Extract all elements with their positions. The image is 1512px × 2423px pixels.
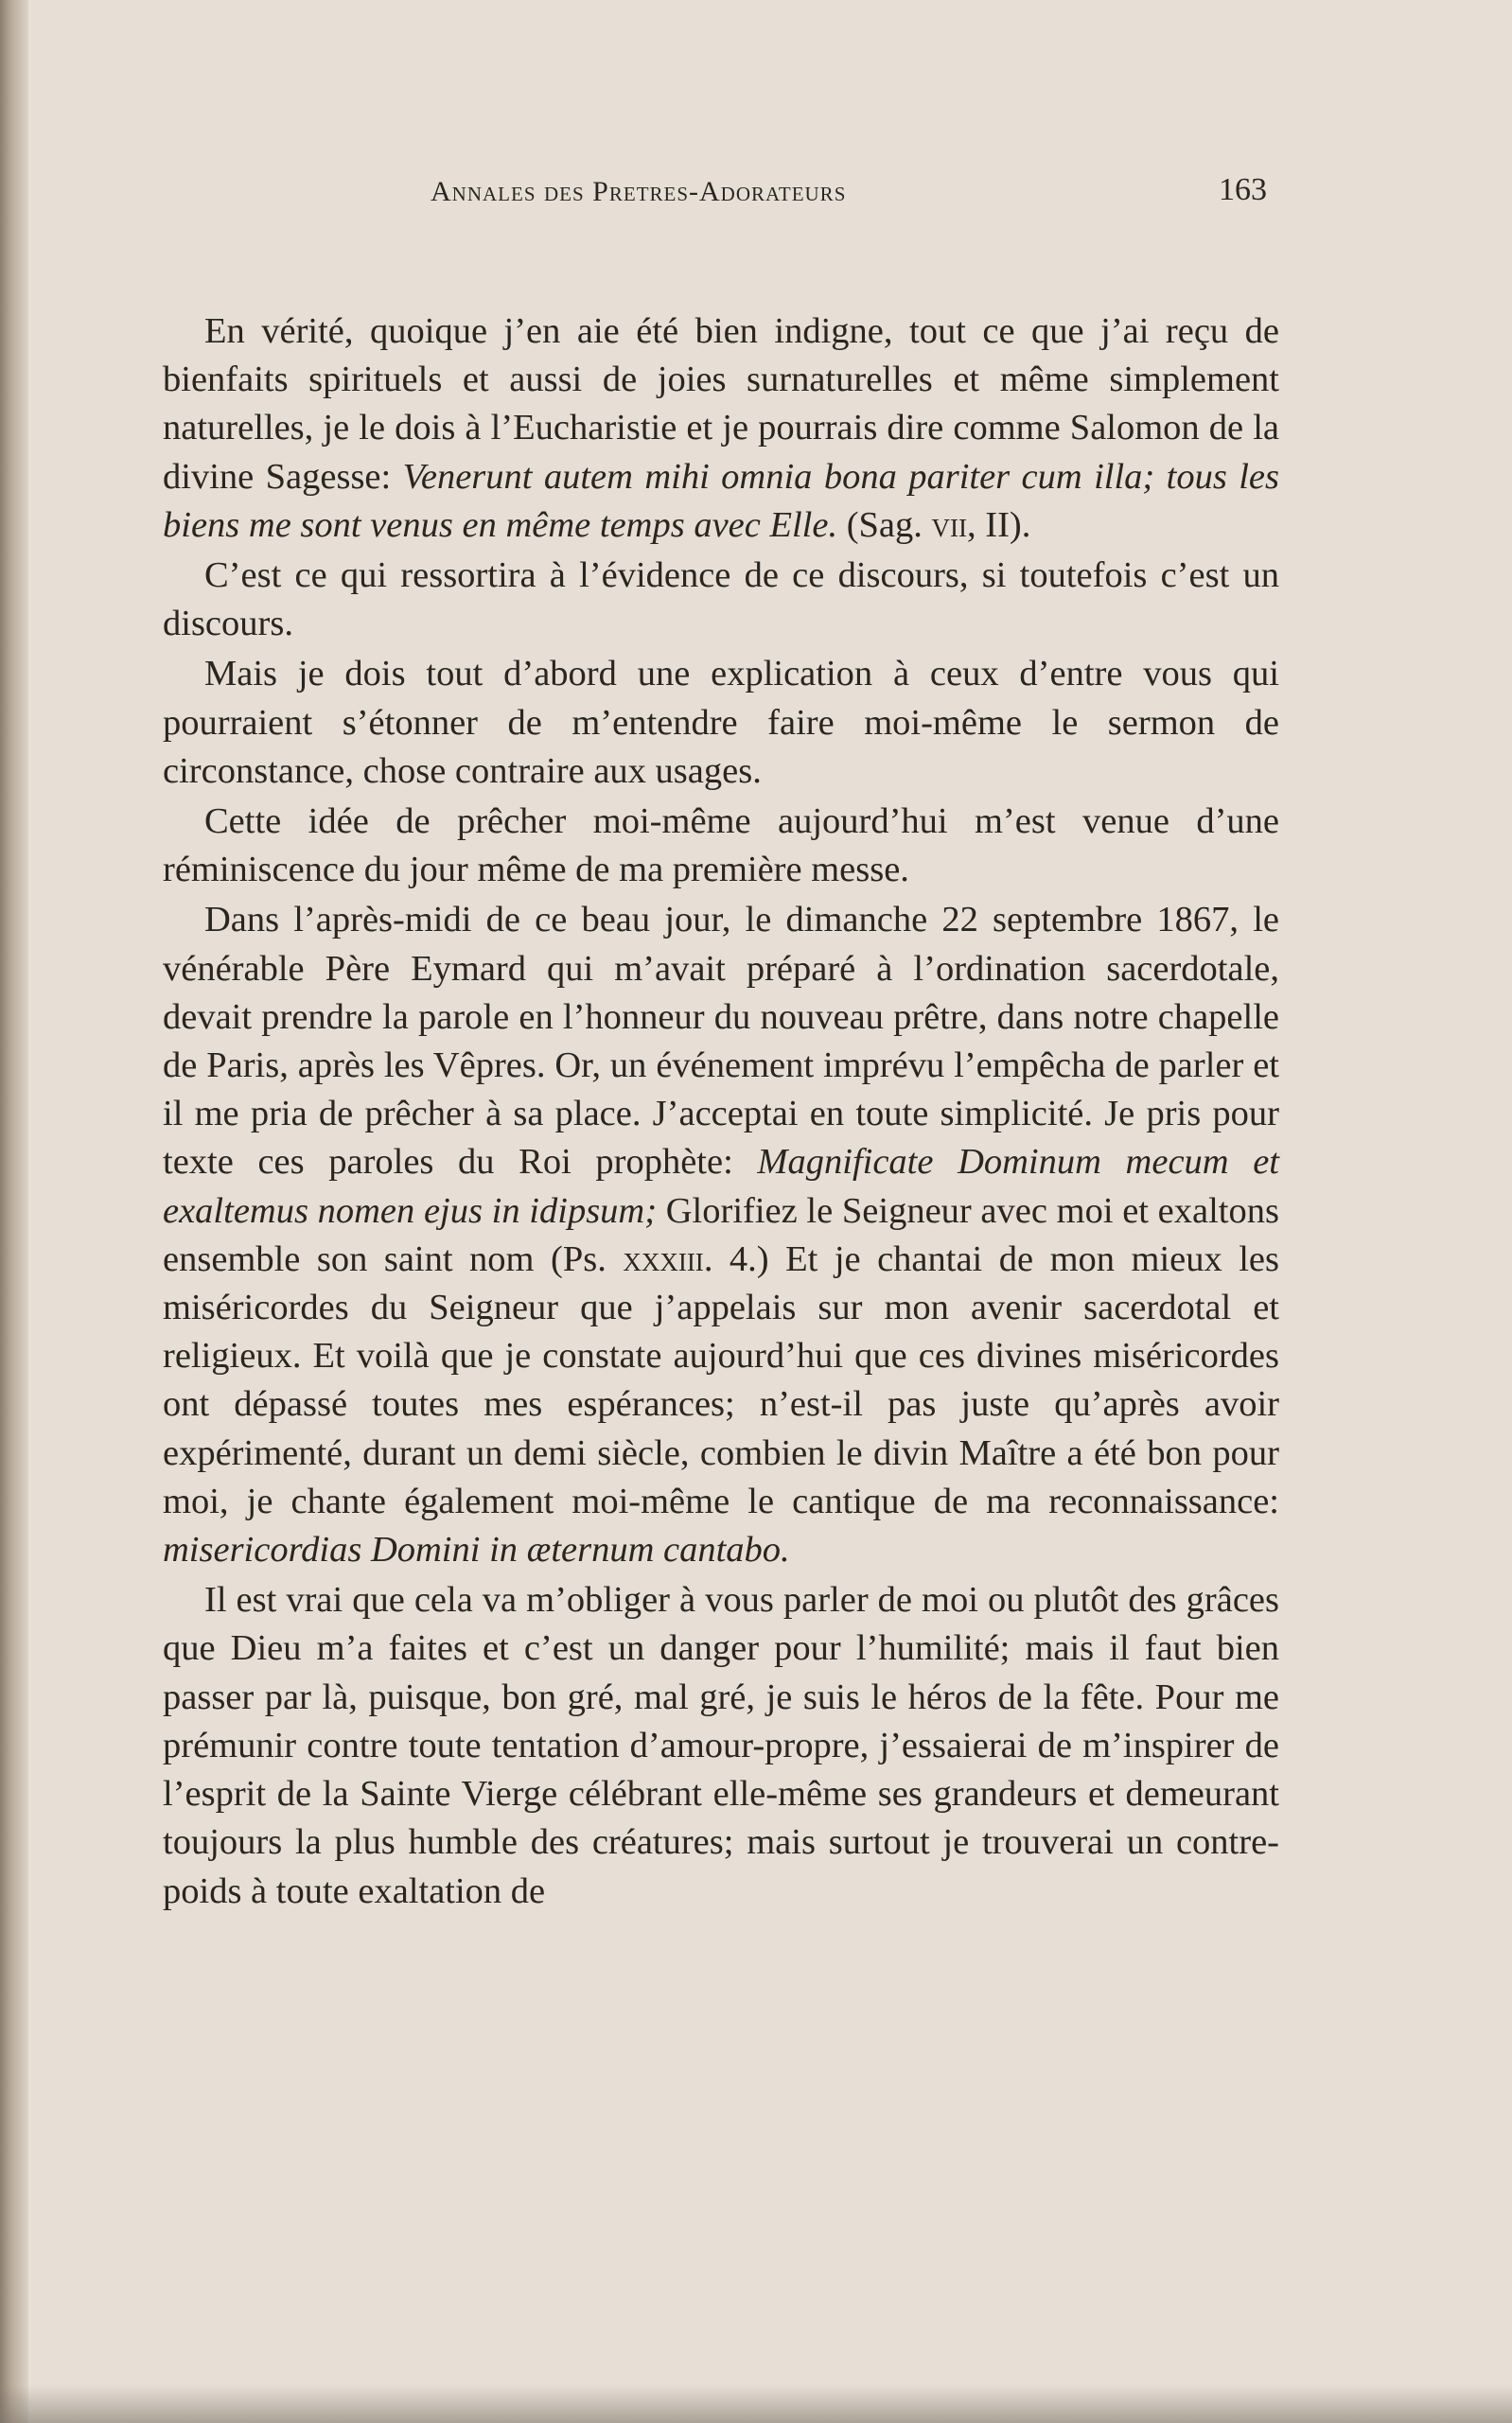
paragraph-3	[163, 650, 1279, 796]
roman-numeral: vii	[931, 504, 968, 545]
latin-quote: Magnificate Dominum mecum et exaltemus nomen ejus in idipsum;	[163, 1142, 1279, 1231]
latin-quote: Venerunt autem mihi omnia bona pariter cum illa; tous les biens me sont venus en même temps avec Elle.	[163, 456, 1279, 545]
paragraph-4	[163, 798, 1279, 894]
page-bottom-shadow	[0, 2385, 1512, 2423]
paragraph-text: , II).	[967, 504, 1031, 545]
page-header	[431, 172, 1282, 214]
latin-quote: misericordias Domini in æternum cantabo.	[163, 1530, 790, 1571]
paragraph-text: (Sag.	[837, 504, 932, 545]
paragraph-5	[163, 896, 1279, 1574]
roman-numeral: xxxiii	[623, 1238, 704, 1279]
paragraph-text: Glorifiez le Seigneur avec moi et exaltons ensemble son saint nom (Ps.	[163, 1190, 1279, 1279]
paragraph-text: En vérité, quoique j’en aie été bien indigne, tout ce que j’ai reçu de bienfaits spirituels et aussi de joies surnaturelles et même simplement naturelles, je le dois à l’Eucharistie et je pourrais dire comme Salomon de la divine Sagesse:	[163, 311, 1279, 497]
paragraph-text: . 4.) Et je chantai de mon mieux les miséricordes du Seigneur que j’appelais sur mon avenir sacerdotal et religieux. Et voilà que je constate aujourd’hui que ces divines miséricordes ont dépassé toutes mes espérances; n’est-il pas juste qu’après avoir expérimenté, durant un demi siècle, combien le divin Maître a été bon pour moi, je chante également moi-même le cantique de ma reconnaissance:	[163, 1238, 1279, 1521]
paragraph-text: Mais je dois tout d’abord une explication à ceux d’entre vous qui pourraient s’étonner de m’entendre faire moi-même le sermon de circonstance, chose contraire aux usages.	[163, 654, 1279, 791]
paragraph-text: Cette idée de prêcher moi-même aujourd’hui m’est venue d’une réminiscence du jour même de ma première messe.	[163, 801, 1279, 890]
body-text	[163, 307, 1279, 1916]
running-title: Annales des Pretres-Adorateurs	[431, 176, 847, 207]
paragraph-text: Il est vrai que cela va m’obliger à vous parler de moi ou plutôt des grâces que Dieu m’a faites et c’est un danger pour l’humilité; mais il faut bien passer par là, puisque, bon gré, mal gré, je suis le héros de la fête. Pour me prémunir contre toute tentation d’amour-propre, j’essaierai de m’inspirer de l’esprit de la Sainte Vierge célébrant elle-même ses grandeurs et demeurant toujours la plus humble des créatures; mais surtout je trouverai un contre-poids à toute exaltation de	[163, 1580, 1279, 1911]
book-spine-shadow	[0, 0, 28, 2423]
paragraph-1	[163, 307, 1279, 550]
paragraph-text: C’est ce qui ressortira à l’évidence de ce discours, si toutefois c’est un discours.	[163, 555, 1279, 644]
page-number: 163	[1219, 172, 1267, 207]
paragraph-2	[163, 552, 1279, 648]
paragraph-text: Dans l’après-midi de ce beau jour, le dimanche 22 septembre 1867, le vénérable Père Eymard qui m’avait préparé à l’ordination sacerdotale, devait prendre la parole en l’honneur du nouveau prêtre, dans notre chapelle de Paris, après les Vêpres. Or, un événement imprévu l’empêcha de parler et il me pria de prêcher à sa place. J’acceptai en toute simplicité. Je pris pour texte ces paroles du Roi prophète:	[163, 900, 1279, 1183]
paragraph-6	[163, 1576, 1279, 1915]
